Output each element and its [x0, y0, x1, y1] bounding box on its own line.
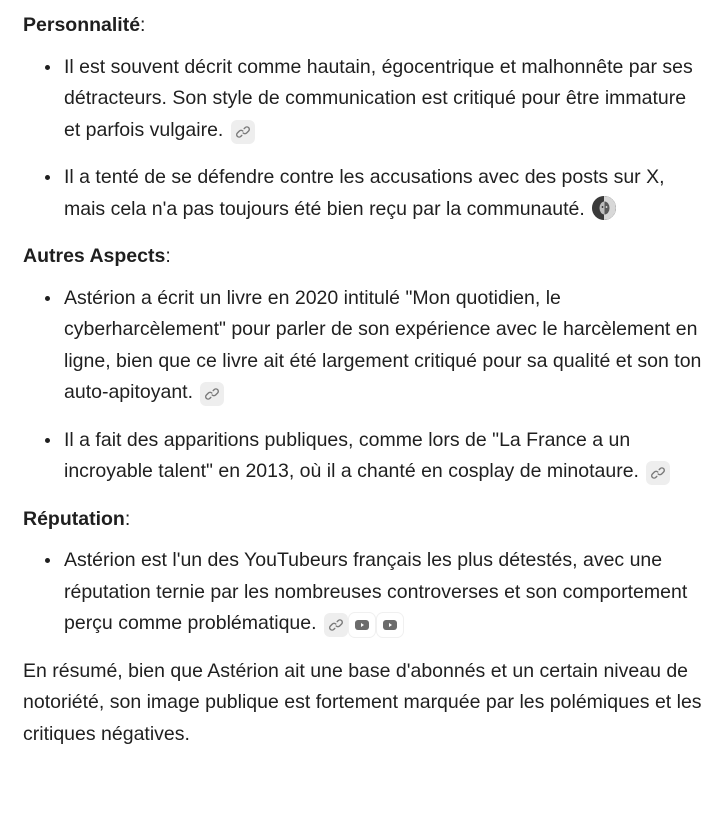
heading-title: Personnalité [23, 14, 141, 36]
source-link-button[interactable] [646, 461, 670, 485]
list-item-text: Il a fait des apparitions publiques, comme lors de "La France a un incroyable talent" en 2013, où il a chanté en cosplay de minotaure. [64, 428, 639, 482]
source-video-button[interactable] [376, 612, 404, 638]
heading-colon: : [165, 245, 171, 267]
source-link-button[interactable] [231, 120, 255, 144]
profile-avatar-icon [592, 196, 616, 220]
section-autres-aspects [23, 241, 703, 488]
section-heading [23, 241, 703, 273]
section-heading [23, 504, 703, 536]
bullet-list [23, 545, 703, 640]
bullet-list [23, 52, 703, 226]
list-item-text: Astérion est l'un des YouTubeurs français les plus détestés, avec une réputation ternie par les nombreuses controverses et son comportement perçu comme problématique. [64, 549, 688, 634]
list-item [64, 52, 703, 147]
list-item [64, 283, 703, 409]
heading-colon: : [124, 507, 131, 530]
link-icon [650, 465, 666, 481]
list-item [64, 425, 703, 488]
heading-title: Réputation [23, 507, 125, 530]
video-play-icon [382, 617, 398, 633]
bullet-list [23, 283, 703, 488]
heading-title: Autres Aspects [23, 245, 166, 267]
link-icon [328, 617, 344, 633]
section-reputation [23, 504, 703, 640]
source-profile-avatar[interactable] [592, 196, 616, 220]
link-icon [235, 124, 251, 140]
source-link-button[interactable] [324, 613, 348, 637]
section-personnalite [23, 10, 703, 225]
source-video-button[interactable] [348, 612, 376, 638]
list-item [64, 545, 703, 640]
section-heading [23, 10, 703, 42]
list-item-text: Astérion a écrit un livre en 2020 intitulé "Mon quotidien, le cyberharcèlement" pour parler de son expérience avec le harcèlement en ligne, bien que ce livre ait été largement critiqué pour sa qualité et son ton auto-apitoyant. [64, 286, 702, 403]
list-item [64, 162, 703, 225]
list-item-text: Il a tenté de se défendre contre les accusations avec des posts sur X, mais cela n'a pas toujours été bien reçu par la communauté. [64, 166, 665, 220]
link-icon [204, 386, 220, 402]
list-item-text: Il est souvent décrit comme hautain, égocentrique et malhonnête par ses détracteurs. Son style de communication est critiqué pour être immature et parfois vulgaire. [64, 55, 693, 141]
heading-colon: : [140, 14, 146, 36]
source-link-button[interactable] [200, 382, 224, 406]
video-play-icon [354, 617, 370, 633]
summary-paragraph: En résumé, bien que Astérion ait une base d'abonnés et un certain niveau de notoriété, son image publique est fortement marquée par les polémiques et les critiques négatives. [23, 659, 702, 745]
